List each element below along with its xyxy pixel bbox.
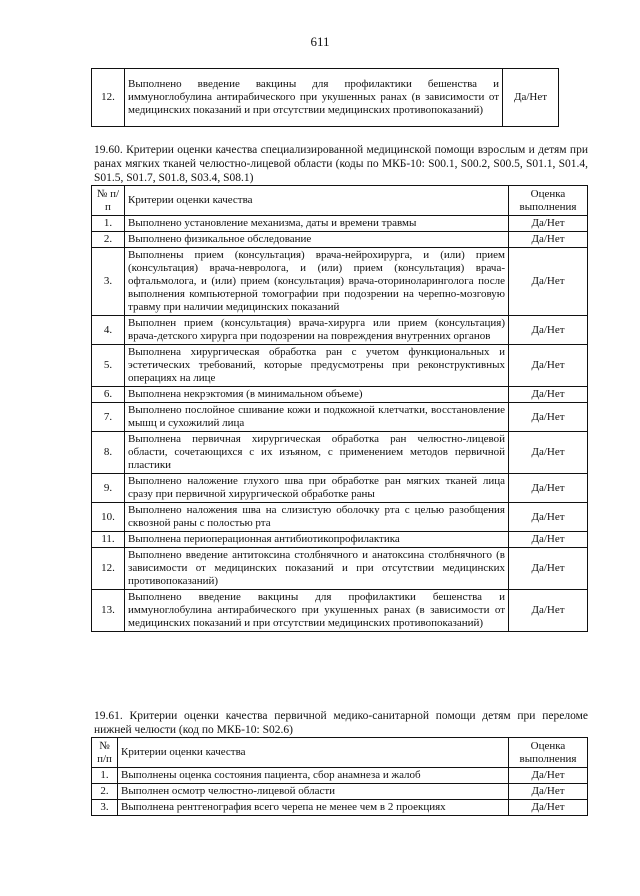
criterion-text: Выполнена периоперационная антибиотикопрофилактика xyxy=(125,532,509,548)
table-row xyxy=(92,590,588,632)
row-number: 2. xyxy=(92,232,125,248)
criterion-text: Выполнена рентгенография всего черепа не менее чем в 2 проекциях xyxy=(118,800,509,816)
evaluation-value: Да/Нет xyxy=(509,590,588,632)
row-number: 8. xyxy=(92,432,125,474)
criterion-text: Выполнена первичная хирургическая обработка ран челюстно-лицевой области, сочетающихся с их изъяном, с применением методов первичной пластики xyxy=(125,432,509,474)
evaluation-value: Да/Нет xyxy=(509,387,588,403)
evaluation-value: Да/Нет xyxy=(503,69,559,127)
table-row xyxy=(92,387,588,403)
row-number: 13. xyxy=(92,590,125,632)
table-row xyxy=(92,432,588,474)
criteria-table-continued xyxy=(91,68,559,127)
section-heading-19-61: 19.61. Критерии оценки качества первичной медико-санитарной помощи детям при переломе нижней челюсти (код по МКБ-10: S02.6) xyxy=(94,710,588,736)
row-number: 7. xyxy=(92,403,125,432)
table-row xyxy=(92,69,559,127)
table-row xyxy=(92,784,588,800)
row-number: 4. xyxy=(92,316,125,345)
table-row xyxy=(92,232,588,248)
row-number: 10. xyxy=(92,503,125,532)
row-number: 3. xyxy=(92,248,125,316)
table-row xyxy=(92,800,588,816)
table-row xyxy=(92,532,588,548)
criterion-text: Выполнен прием (консультация) врача-хирурга или прием (консультация) врача-детского хирурга при подозрении на повреждения внутренних органов xyxy=(125,316,509,345)
table-row xyxy=(92,768,588,784)
evaluation-value: Да/Нет xyxy=(509,503,588,532)
table-row xyxy=(92,403,588,432)
criterion-text: Выполнено послойное сшивание кожи и подкожной клетчатки, восстановление мышц и сухожилий лица xyxy=(125,403,509,432)
row-number: 9. xyxy=(92,474,125,503)
evaluation-value: Да/Нет xyxy=(509,248,588,316)
criterion-text: Выполнено установление механизма, даты и времени травмы xyxy=(125,216,509,232)
evaluation-value: Да/Нет xyxy=(509,768,588,784)
section-heading-19-60: 19.60. Критерии оценки качества специализированной медицинской помощи взрослым и детям при ранах мягких тканей челюстно-лицевой области (коды по МКБ-10: S00.1, S00.2, S00.5, S01.1, S01.4, S01.5, S01.7, S01.8, S03.4, S08.1) xyxy=(94,144,588,184)
row-number: 2. xyxy=(92,784,118,800)
table-row xyxy=(92,316,588,345)
column-header-evaluation: Оценка выполнения xyxy=(509,186,588,216)
evaluation-value: Да/Нет xyxy=(509,316,588,345)
evaluation-value: Да/Нет xyxy=(509,232,588,248)
evaluation-value: Да/Нет xyxy=(509,345,588,387)
page-number: 611 xyxy=(310,34,330,49)
column-header-criteria: Критерии оценки качества xyxy=(125,186,509,216)
row-number: 5. xyxy=(92,345,125,387)
column-header-number: № п/п xyxy=(92,186,125,216)
row-number: 1. xyxy=(92,768,118,784)
criterion-text: Выполнена хирургическая обработка ран с учетом функциональных и эстетических требований, которые предусмотрены при реконструктивных операциях на лице xyxy=(125,345,509,387)
evaluation-value: Да/Нет xyxy=(509,784,588,800)
criteria-table-19-60 xyxy=(91,185,588,632)
criterion-text: Выполнено физикальное обследование xyxy=(125,232,509,248)
table-row xyxy=(92,548,588,590)
column-header-evaluation: Оценка выполнения xyxy=(509,738,588,768)
criterion-text: Выполнено введение вакцины для профилактики бешенства и иммуноглобулина антирабического при укушенных ранах (в зависимости от медицинских показаний и при отсутствии медицинских противопоказаний) xyxy=(125,69,503,127)
criterion-text: Выполнен осмотр челюстно-лицевой области xyxy=(118,784,509,800)
evaluation-value: Да/Нет xyxy=(509,474,588,503)
evaluation-value: Да/Нет xyxy=(509,403,588,432)
evaluation-value: Да/Нет xyxy=(509,432,588,474)
evaluation-value: Да/Нет xyxy=(509,532,588,548)
row-number: 6. xyxy=(92,387,125,403)
table-row xyxy=(92,216,588,232)
criteria-table-19-61 xyxy=(91,737,588,816)
row-number: 12. xyxy=(92,69,125,127)
row-number: 1. xyxy=(92,216,125,232)
evaluation-value: Да/Нет xyxy=(509,216,588,232)
table-row xyxy=(92,345,588,387)
column-header-criteria: Критерии оценки качества xyxy=(118,738,509,768)
criterion-text: Выполнены оценка состояния пациента, сбор анамнеза и жалоб xyxy=(118,768,509,784)
row-number: 12. xyxy=(92,548,125,590)
table-header-row xyxy=(92,186,588,216)
table-row xyxy=(92,248,588,316)
row-number: 3. xyxy=(92,800,118,816)
table-row xyxy=(92,474,588,503)
criterion-text: Выполнено введение вакцины для профилактики бешенства и иммуноглобулина антирабического при укушенных ранах (в зависимости от медицинских показаний и при отсутствии медицинских противопоказаний) xyxy=(125,590,509,632)
criterion-text: Выполнено введение антитоксина столбнячного и анатоксина столбнячного (в зависимости от медицинских показаний и при отсутствии медицинских противопоказаний) xyxy=(125,548,509,590)
criterion-text: Выполнено наложения шва на слизистую оболочку рта с целью разобщения сквозной раны с полостью рта xyxy=(125,503,509,532)
evaluation-value: Да/Нет xyxy=(509,548,588,590)
table-row xyxy=(92,503,588,532)
criterion-text: Выполнена некрэктомия (в минимальном объеме) xyxy=(125,387,509,403)
criterion-text: Выполнено наложение глухого шва при обработке ран мягких тканей лица сразу при первичной хирургической обработке раны xyxy=(125,474,509,503)
row-number: 11. xyxy=(92,532,125,548)
column-header-number: № п/п xyxy=(92,738,118,768)
evaluation-value: Да/Нет xyxy=(509,800,588,816)
table-header-row xyxy=(92,738,588,768)
criterion-text: Выполнены прием (консультация) врача-нейрохирурга, и (или) прием (консультация) врача-невролога, и (или) прием (консультация) врача-офтальмолога, и (или) прием (консультация) врача-оториноларинголога после выполнения компьютерной томографии при подозрении на черепно-мозговую травму при наличии медицинских показаний xyxy=(125,248,509,316)
